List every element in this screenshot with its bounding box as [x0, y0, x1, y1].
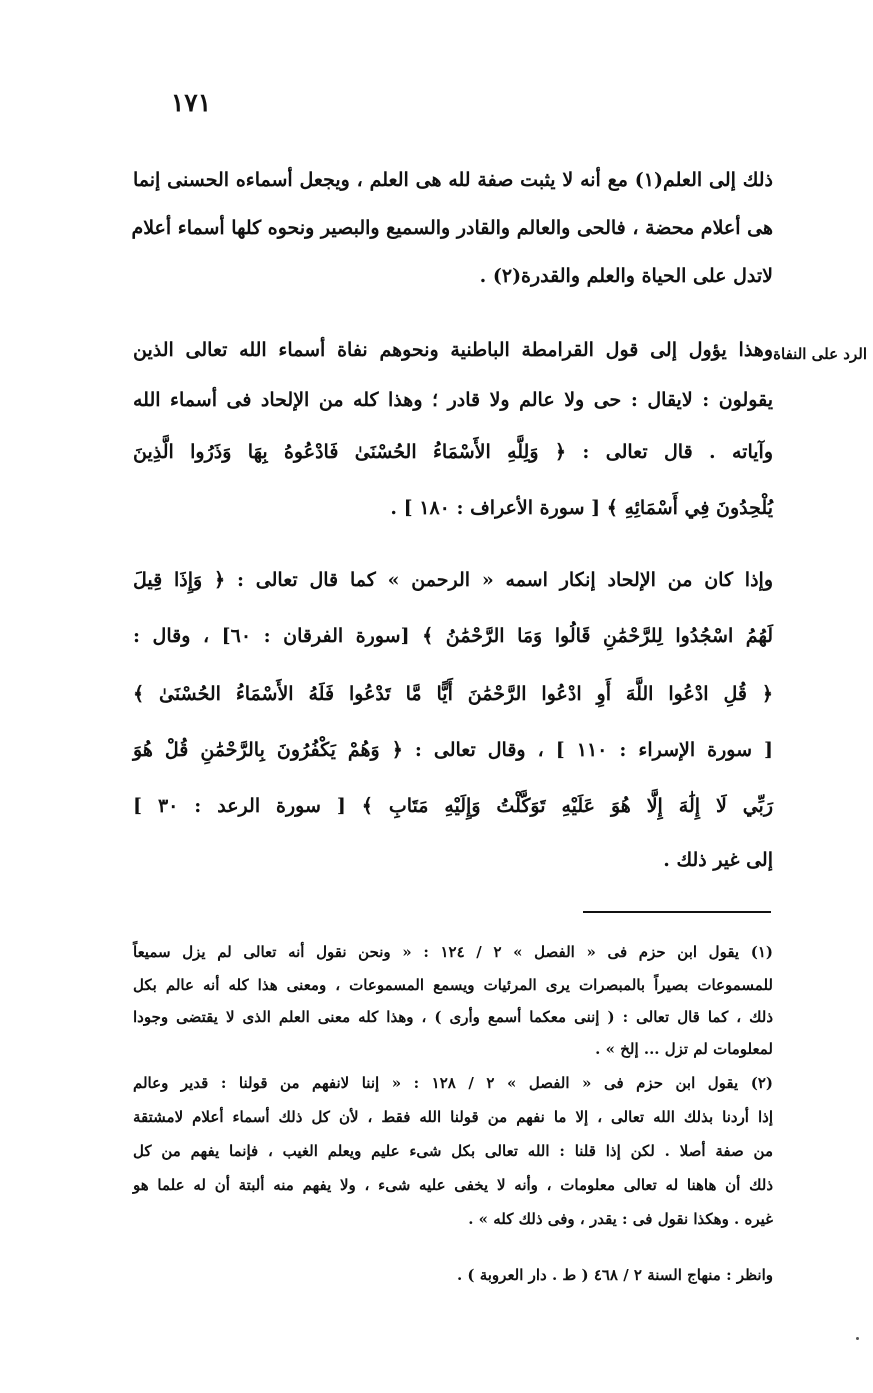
scan-speck	[856, 1337, 859, 1340]
margin-note: الرد على النفاة	[773, 345, 867, 363]
paragraph-2-line-2: يقولون : لايقال : حى ولا عالم ولا قادر ؛ وهذا كله من الإلحاد فى أسماء الله	[133, 389, 773, 411]
page-number: ١٧١	[170, 88, 212, 117]
footnote-1-line-3: ذلك ، كما قال تعالى : ( إننى معكما أسمع وأرى ) ، وهذا كله معنى العلم الذى لا يقتضى وجودا	[133, 1008, 773, 1026]
footnote-1-line-4: لمعلومات لم تزل ... إلخ » .	[595, 1040, 773, 1058]
footnote-1-line-2: للمسموعات بصيراً بالمبصرات يرى المرئيات ويسمع المسموعات ، ومعنى هذا كله أنه عالم بكل	[133, 976, 773, 994]
footnote-2-line-6: وانظر : منهاج السنة ٢ / ٤٦٨ ( ط . دار العروبة ) .	[456, 1266, 773, 1284]
paragraph-1-line-1: ذلك إلى العلم(١) مع أنه لا يثبت صفة لله هى العلم ، ويجعل أسماءه الحسنى إنما	[133, 169, 773, 191]
footnote-2-line-5: غيره . وهكذا نقول فى : يقدر ، وفى ذلك كله » .	[468, 1210, 773, 1228]
paragraph-3-line-6: إلى غير ذلك .	[663, 849, 773, 871]
footnote-2-line-1: (٢) يقول ابن حزم فى « الفصل » ٢ / ١٢٨ : « إننا لانفهم من قولنا : قدير وعالم	[133, 1074, 773, 1092]
footnote-2-line-2: إذا أردنا بذلك الله تعالى ، إلا ما نفهم من قولنا الله فقط ، لأن كل ذلك أسماء أعلام لامشتقة	[133, 1108, 773, 1126]
footnote-2-line-4: ذلك أن هاهنا له تعالى معلومات ، وأنه لا يخفى عليه شىء ، ولا يفهم منه ألبتة أن له علما هو	[133, 1176, 773, 1194]
paragraph-3-line-3: ﴿ قُلِ ادْعُوا اللَّهَ أَوِ ادْعُوا الرَّحْمَٰنَ أَيًّا مَّا تَدْعُوا فَلَهُ الأَسْمَاءُ الحُسْنَىٰ ﴾	[133, 683, 773, 705]
paragraph-1-line-3: لاتدل على الحياة والعلم والقدرة(٢) .	[479, 265, 773, 287]
paragraph-3-line-1: وإذا كان من الإلحاد إنكار اسمه « الرحمن » كما قال تعالى : ﴿ وَإِذَا قِيلَ	[133, 569, 773, 591]
paragraph-3-line-5: رَبِّي لَا إِلَٰهَ إِلَّا هُوَ عَلَيْهِ تَوَكَّلْتُ وَإِلَيْهِ مَتَابِ ﴾ [ سورة الرعد : ٣٠ ]	[133, 795, 774, 817]
footnote-2-line-3: من صفة أصلا . لكن إذا قلنا : الله تعالى بكل شىء عليم ويعلم الغيب ، فإنما يفهم من كل	[133, 1142, 773, 1160]
paragraph-2-line-1: وهذا يؤول إلى قول القرامطة الباطنية ونحوهم نفاة أسماء الله تعالى الذين	[133, 339, 773, 361]
paragraph-1-line-2: هى أعلام محضة ، فالحى والعالم والقادر والسميع والبصير ونحوه كلها أسماء أعلام	[131, 217, 773, 239]
footnote-separator	[583, 911, 771, 913]
paragraph-2-line-4: يُلْحِدُونَ فِي أَسْمَائِهِ ﴾ [ سورة الأعراف : ١٨٠ ] .	[390, 497, 773, 519]
paragraph-3-line-4: [ سورة الإسراء : ١١٠ ] ، وقال تعالى : ﴿ وَهُمْ يَكْفُرُونَ بِالرَّحْمَٰنِ قُلْ هُوَ	[133, 739, 773, 761]
footnote-1-line-1: (١) يقول ابن حزم فى « الفصل » ٢ / ١٢٤ : « ونحن نقول أنه تعالى لم يزل سميعاً	[133, 943, 773, 961]
paragraph-2-line-3: وآياته . قال تعالى : ﴿ وَلِلَّهِ الأَسْمَاءُ الحُسْنَىٰ فَادْعُوهُ بِهَا وَذَرُوا الَّذِينَ	[133, 441, 773, 463]
paragraph-3-line-2: لَهُمُ اسْجُدُوا لِلرَّحْمَٰنِ قَالُوا وَمَا الرَّحْمَٰنُ ﴾ [سورة الفرقان : ٦٠] ، وقال :	[133, 625, 773, 647]
